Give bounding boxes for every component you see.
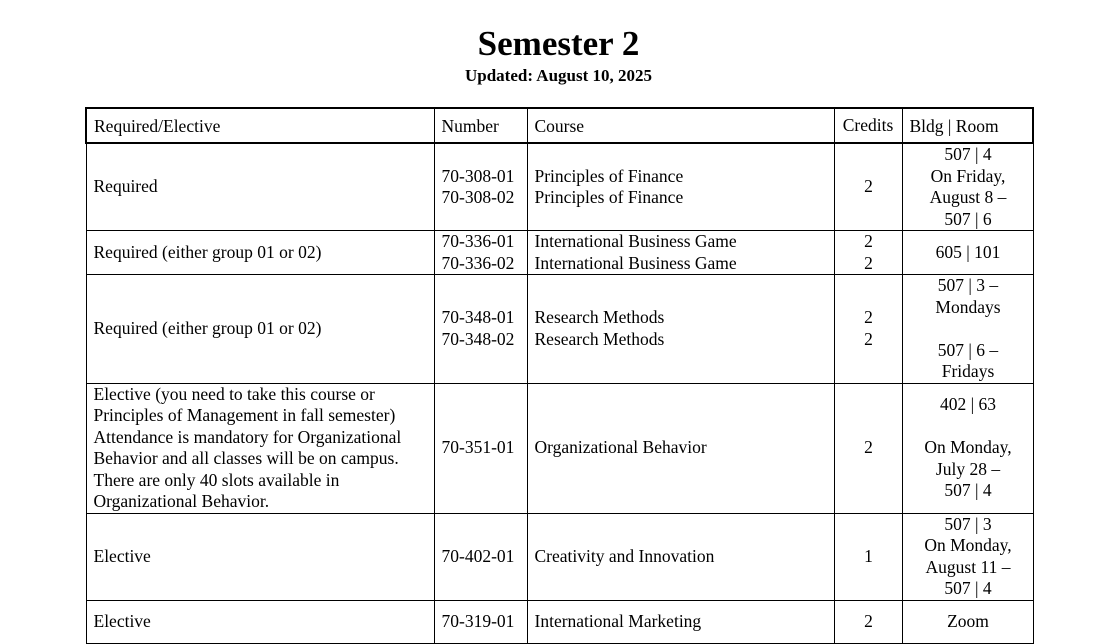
table-header-row: [86, 108, 1033, 143]
table-row: [86, 143, 1033, 231]
cell-text: 2: [864, 231, 873, 251]
cell-text: On Monday,: [924, 437, 1012, 458]
cell-text: 507 | 4: [944, 144, 992, 164]
cell-credits: [834, 383, 902, 513]
cell-text: Creativity and Innovation: [534, 545, 715, 566]
cell-text: Required (either group 01 or 02): [93, 241, 322, 262]
header-credits: Credits: [834, 108, 902, 143]
cell-bldg-room: [902, 275, 1033, 384]
cell-credits: [834, 600, 902, 643]
cell-text: 2: [864, 307, 873, 328]
cell-text: Required (either group 01 or 02): [93, 318, 322, 338]
cell-number: [434, 383, 527, 513]
cell-text: Elective: [93, 610, 151, 631]
cell-required-elective: [86, 231, 434, 275]
cell-text: Research Methods: [534, 328, 665, 349]
cell-text: 2: [864, 328, 873, 349]
cell-course: [527, 231, 834, 275]
cell-text: Research Methods: [534, 307, 665, 328]
cell-bldg-room: [902, 143, 1033, 231]
cell-text: July 28 –: [935, 458, 1001, 479]
cell-required-elective: [86, 143, 434, 231]
cell-text: Mondays: [935, 296, 1001, 317]
cell-text: 507 | 4: [944, 578, 992, 598]
cell-text: 70-348-02: [441, 328, 515, 349]
cell-text: 507 | 3 –: [937, 275, 999, 295]
cell-text: There are only 40 slots available in: [93, 469, 340, 490]
cell-text: Fridays: [941, 361, 995, 381]
cell-text: Attendance is mandatory for Organizational: [93, 426, 402, 447]
cell-text: 70-351-01: [441, 437, 515, 458]
cell-credits: [834, 143, 902, 231]
cell-number: [434, 231, 527, 275]
cell-bldg-room: [902, 383, 1033, 513]
blank-line: [910, 416, 1027, 438]
cell-number: [434, 513, 527, 600]
cell-course: [527, 143, 834, 231]
cell-text: Principles of Finance: [534, 187, 684, 207]
cell-course: [527, 513, 834, 600]
cell-text: 507 | 6 –: [937, 339, 999, 360]
cell-text: International Marketing: [534, 610, 702, 631]
cell-credits: [834, 513, 902, 600]
cell-course: [527, 275, 834, 384]
cell-text: Organizational Behavior.: [93, 491, 270, 511]
updated-date: Updated: August 10, 2025: [464, 66, 653, 85]
header-course: Course: [527, 108, 834, 143]
cell-text: On Monday,: [924, 535, 1012, 555]
cell-text: 402 | 63: [939, 394, 996, 415]
cell-text: 2: [864, 176, 873, 197]
cell-text: 2: [864, 437, 873, 458]
cell-text: 605 | 101: [935, 241, 1001, 262]
header-required-elective: Required/Elective: [86, 108, 434, 143]
table-row: [86, 513, 1033, 600]
cell-text: 2: [864, 252, 873, 273]
cell-text: Behavior and all classes will be on campus.: [93, 448, 399, 468]
cell-text: 507 | 6: [944, 208, 992, 229]
cell-text: 1: [864, 545, 873, 566]
cell-course: [527, 383, 834, 513]
table-row: [86, 231, 1033, 275]
blank-line: [910, 318, 1027, 340]
cell-text: Elective (you need to take this course or: [93, 383, 375, 404]
cell-required-elective: [86, 275, 434, 384]
cell-text: Principles of Management in fall semester): [93, 405, 396, 425]
table-row: [86, 275, 1033, 384]
cell-course: [527, 600, 834, 643]
cell-text: Elective: [93, 545, 151, 566]
cell-bldg-room: [902, 231, 1033, 275]
cell-text: International Business Game: [534, 231, 737, 251]
cell-text: Required: [93, 176, 158, 197]
cell-text: 507 | 3: [944, 513, 992, 534]
cell-text: On Friday,: [930, 165, 1006, 186]
cell-number: [434, 143, 527, 231]
cell-text: Organizational Behavior: [534, 437, 707, 458]
table-row: [86, 383, 1033, 513]
cell-required-elective: [86, 383, 434, 513]
cell-required-elective: [86, 600, 434, 643]
header-number: Number: [434, 108, 527, 143]
cell-required-elective: [86, 513, 434, 600]
cell-number: [434, 275, 527, 384]
cell-text: Zoom: [947, 610, 989, 631]
cell-number: [434, 600, 527, 643]
cell-text: 70-402-01: [441, 545, 515, 566]
cell-text: 70-308-02: [441, 187, 515, 207]
cell-text: August 11 –: [925, 556, 1011, 577]
cell-text: August 8 –: [929, 187, 1007, 207]
cell-text: 507 | 4: [944, 480, 992, 501]
cell-bldg-room: [902, 513, 1033, 600]
cell-bldg-room: [902, 600, 1033, 643]
table-row: [86, 600, 1033, 643]
page-title: Semester 2: [477, 24, 640, 63]
cell-credits: [834, 275, 902, 384]
cell-text: Principles of Finance: [534, 165, 684, 186]
cell-text: 70-319-01: [441, 610, 515, 631]
header-bldg-room: Bldg | Room: [902, 108, 1033, 143]
cell-text: 70-308-01: [441, 165, 515, 186]
course-schedule-table: [85, 107, 1034, 644]
cell-text: 70-348-01: [441, 307, 515, 328]
cell-text: 70-336-01: [441, 231, 515, 251]
cell-credits: [834, 231, 902, 275]
cell-text: 70-336-02: [441, 252, 515, 273]
cell-text: 2: [864, 610, 873, 631]
cell-text: International Business Game: [534, 252, 737, 273]
